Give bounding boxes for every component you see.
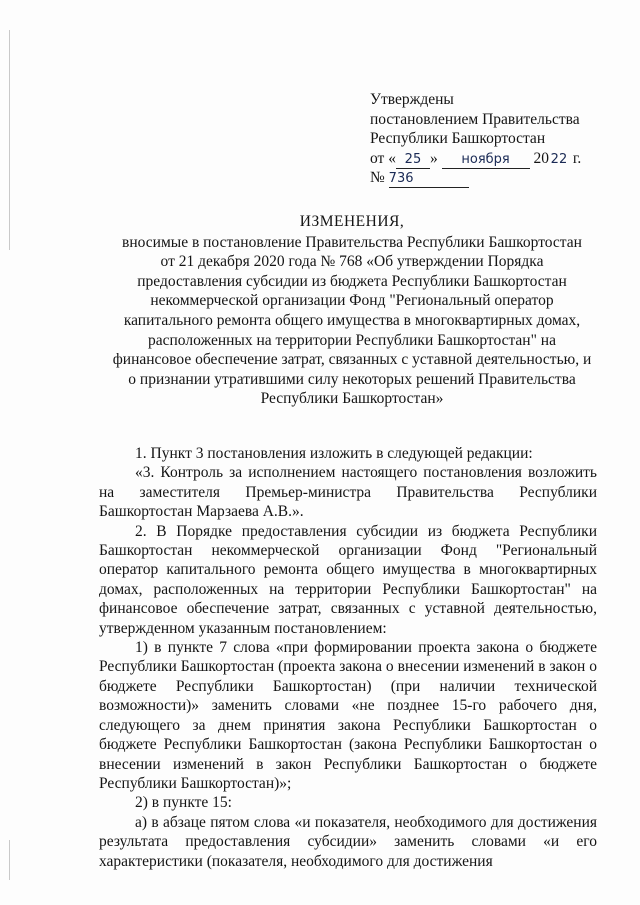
title-line: вносимые в постановление Правительства Республики Башкортостан (122, 233, 582, 251)
title-heading: ИЗМЕНЕНИЯ, (299, 213, 405, 230)
approval-stamp-block (370, 90, 620, 188)
title-line: расположенных на территории Республики Башкортостан" на (148, 331, 556, 349)
decree-number: 736 (389, 172, 469, 188)
paragraph-quoted-point-3: «3. Контроль за исполнением настоящего постановления возложить на заместителя Премьер-министра Правительства Республики Башкортостан Марзаева А.В.». (99, 464, 597, 521)
document-title (96, 212, 608, 409)
scan-edge-mark (9, 30, 10, 250)
paragraph-subitem-1: 1) в пункте 7 слова «при формировании проекта закона о бюджете Республики Башкортостан (проекта закона о внесении изменений в закон о бюджете Республики Башкортостан) (при наличии технической возможности)» заменить словами «не позднее 15-го рабочего дня, следующего за днем принятия закона Республики Башкортостан о бюджете Республики Башкортостан (закона Республики Башкортостан о внесении изменений в закон Республики Башкортостан о бюджете Республики Башкортостан)»; (99, 639, 597, 792)
paragraph-subitem-2: 2) в пункте 15: (135, 794, 232, 812)
title-line: капитального ремонта общего имущества в многоквартирных домах, (123, 311, 581, 329)
date-day: 25 (396, 153, 430, 169)
approval-date-line (370, 149, 620, 169)
scan-edge-mark (9, 840, 10, 880)
date-mid: » (429, 149, 438, 167)
approval-number-line (370, 168, 620, 188)
title-line: некоммерческой организации Фонд "Региональный оператор (150, 292, 554, 310)
paragraph-item-2: 2. В Порядке предоставления субсидии из бюджета Республики Башкортостан некоммерческой организации Фонд "Региональный оператор капитального ремонта общего имущества в многоквартирных домах, расположенных на территории Республики Башкортостан" на финансовое обеспечение затрат, связанных с уставной деятельностью, утвержденном указанным постановлением: (99, 522, 597, 637)
approval-line: Утверждены (370, 91, 454, 108)
paragraph-subitem-a: а) в абзаце пятом слова «и показателя, необходимого для достижения результата предоставления субсидии» заменить словами «и его характеристики (показателя, необходимого для достижения (99, 813, 597, 870)
approval-line: Республики Башкортостан (370, 130, 546, 147)
date-month: ноября (442, 153, 530, 169)
document-body (99, 444, 597, 871)
date-year-suffix: 22 (550, 151, 568, 167)
approval-line: постановлением Правительства (370, 110, 580, 128)
title-line: Республики Башкортостан» (260, 390, 444, 408)
title-line: финансовое обеспечение затрат, связанных с уставной деятельностью, и (112, 351, 592, 369)
title-line: о признании утратившими силу некоторых решений Правительства (128, 370, 576, 388)
title-line: предоставления субсидии из бюджета Республики Башкортостан (137, 272, 567, 290)
year-end: г. (572, 149, 582, 167)
date-prefix: от « (370, 149, 396, 167)
year-prefix: 20 (533, 149, 549, 167)
paragraph-item-1: 1. Пункт 3 постановления изложить в следующей редакции: (135, 445, 533, 462)
number-prefix: № (370, 169, 385, 186)
title-line: от 21 декабря 2020 года № 768 «Об утверждении Порядка (160, 253, 544, 271)
